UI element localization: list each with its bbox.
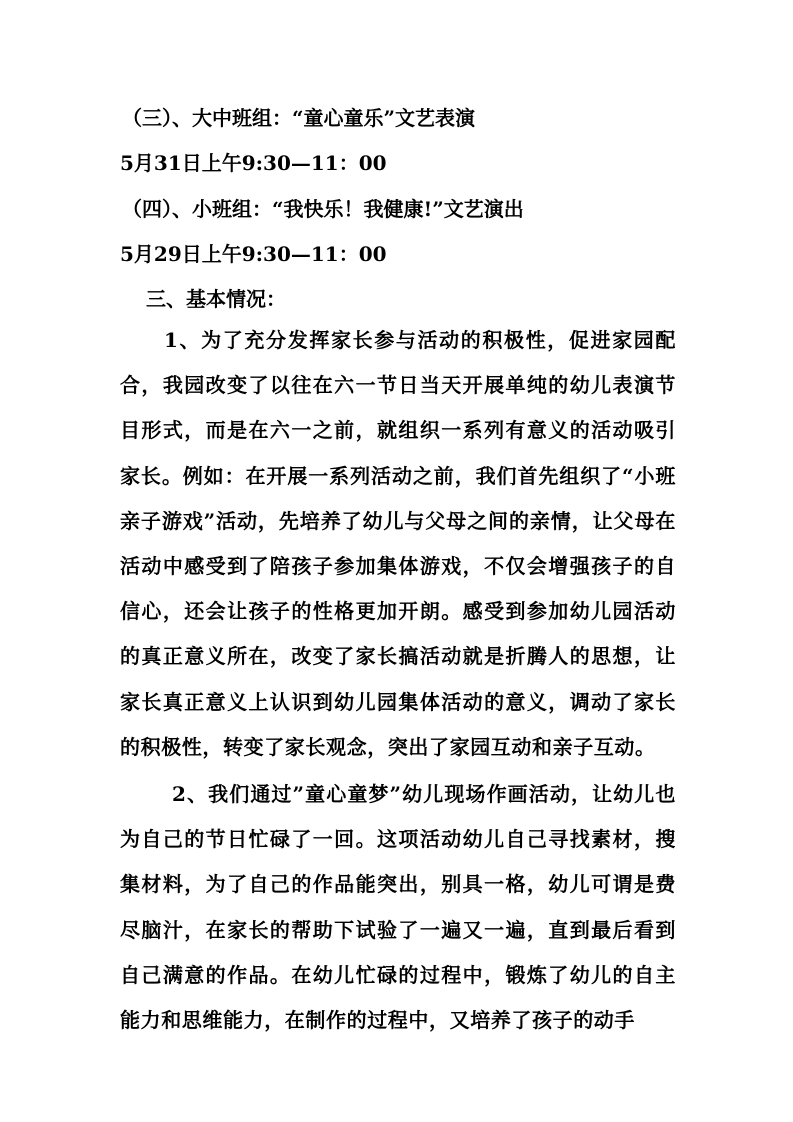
schedule-line-4: 5月29日上午9:30—11：00 xyxy=(120,242,387,266)
section-heading-basic-situation: 三、基本情况： xyxy=(146,287,286,311)
paragraph-2: 2、我们通过”童心童梦”幼儿现场作画活动，让幼儿也为自己的节日忙碌了一回。这项活动幼儿自己寻找素材，搜集材料，为了自己的作品能突出，别具一格，幼儿可谓是费尽脑汁，在家长的帮助下试验了一遍又一遍，直到最后看到自己满意的作品。在幼儿忙碌的过程中，锻炼了幼儿的自主能力和思维能力，在制作的过程中，又培养了孩子的动手 xyxy=(120,782,676,1033)
paragraph-1: 1、为了充分发挥家长参与活动的积极性，促进家园配合，我园改变了以往在六一节日当天开展单纯的幼儿表演节目形式，而是在六一之前，就组织一系列有意义的活动吸引家长。例如：在开展一系列活动之前，我们首先组织了“小班亲子游戏”活动，先培养了幼儿与父母之间的亲情，让父母在活动中感受到了陪孩子参加集体游戏，不仅会增强孩子的自信心，还会让孩子的性格更加开朗。感受到参加幼儿园活动的真正意义所在，改变了家长搞活动就是折腾人的思想，让家长真正意义上认识到幼儿园集体活动的意义，调动了家长的积极性，转变了家长观念，突出了家园互动和亲子互动。 xyxy=(120,328,676,759)
section-heading-4: （四）、小班组：“我快乐！我健康!”文艺演出 xyxy=(122,197,524,221)
schedule-line-3: 5月31日上午9:30—11：00 xyxy=(120,151,387,175)
section-heading-3: （三）、大中班组：“童心童乐”文艺表演 xyxy=(122,106,476,130)
